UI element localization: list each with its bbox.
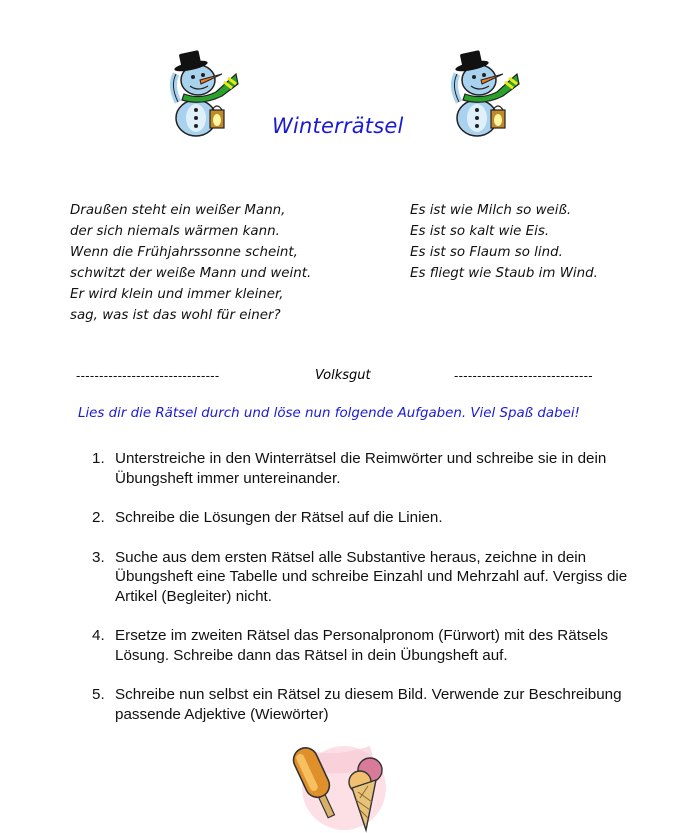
list-item	[92, 508, 632, 528]
task-number: 4.	[92, 627, 105, 644]
riddle-1	[70, 200, 311, 326]
riddle-line: Es fliegt wie Staub im Wind.	[410, 266, 598, 281]
instructions-intro: Lies dir die Rätsel durch und löse nun folgende Aufgaben. Viel Spaß dabei!	[78, 406, 580, 421]
task-list	[92, 449, 632, 744]
task-number: 5.	[92, 686, 105, 703]
riddle-line: Wenn die Frühjahrssonne scheint,	[70, 245, 298, 260]
snowman-icon	[166, 44, 242, 138]
divider-right: ------------------------------	[454, 368, 593, 383]
task-text: Schreibe nun selbst ein Rätsel zu diesem Bild. Verwende zur Beschreibung passende Adjektive (Wiewörter)	[115, 686, 622, 723]
riddle-line: Er wird klein und immer kleiner,	[70, 287, 284, 302]
list-item	[92, 449, 632, 488]
riddle-line: Es ist so Flaum so lind.	[410, 245, 563, 260]
list-item	[92, 626, 632, 665]
task-number: 1.	[92, 450, 105, 467]
task-text: Unterstreiche in den Winterrätsel die Reimwörter und schreibe sie in dein Übungsheft immer untereinander.	[115, 450, 607, 487]
riddle-line: der sich niemals wärmen kann.	[70, 224, 280, 239]
task-number: 2.	[92, 509, 105, 526]
page-title: Winterrätsel	[272, 114, 404, 138]
task-number: 3.	[92, 548, 105, 566]
task-text: Ersetze im zweiten Rätsel das Personalpronom (Fürwort) mit des Rätsels Lösung. Schreibe dann das Rätsel in dein Übungsheft auf.	[115, 627, 608, 664]
riddle-line: Draußen steht ein weißer Mann,	[70, 203, 286, 218]
riddle-line: Es ist so kalt wie Eis.	[410, 224, 550, 239]
task-text: Schreibe die Lösungen der Rätsel auf die Linien.	[115, 509, 443, 526]
snowman-icon	[447, 44, 523, 138]
list-item	[92, 548, 632, 607]
ice-cream-icon	[280, 738, 410, 833]
riddle-line: sag, was ist das wohl für einer?	[70, 308, 281, 323]
divider-left: -------------------------------	[76, 368, 220, 383]
task-text: Suche aus dem ersten Rätsel alle Substantive heraus, zeichne in dein Übungsheft eine Tabelle und schreibe Einzahl und Mehrzahl auf. Vergiss die Artikel (Begleiter) nicht.	[115, 548, 628, 605]
riddle-line: Es ist wie Milch so weiß.	[410, 203, 572, 218]
riddle-line: schwitzt der weiße Mann und weint.	[70, 266, 312, 281]
riddle-2	[410, 200, 598, 284]
source-label: Volksgut	[315, 368, 371, 383]
list-item	[92, 685, 632, 724]
